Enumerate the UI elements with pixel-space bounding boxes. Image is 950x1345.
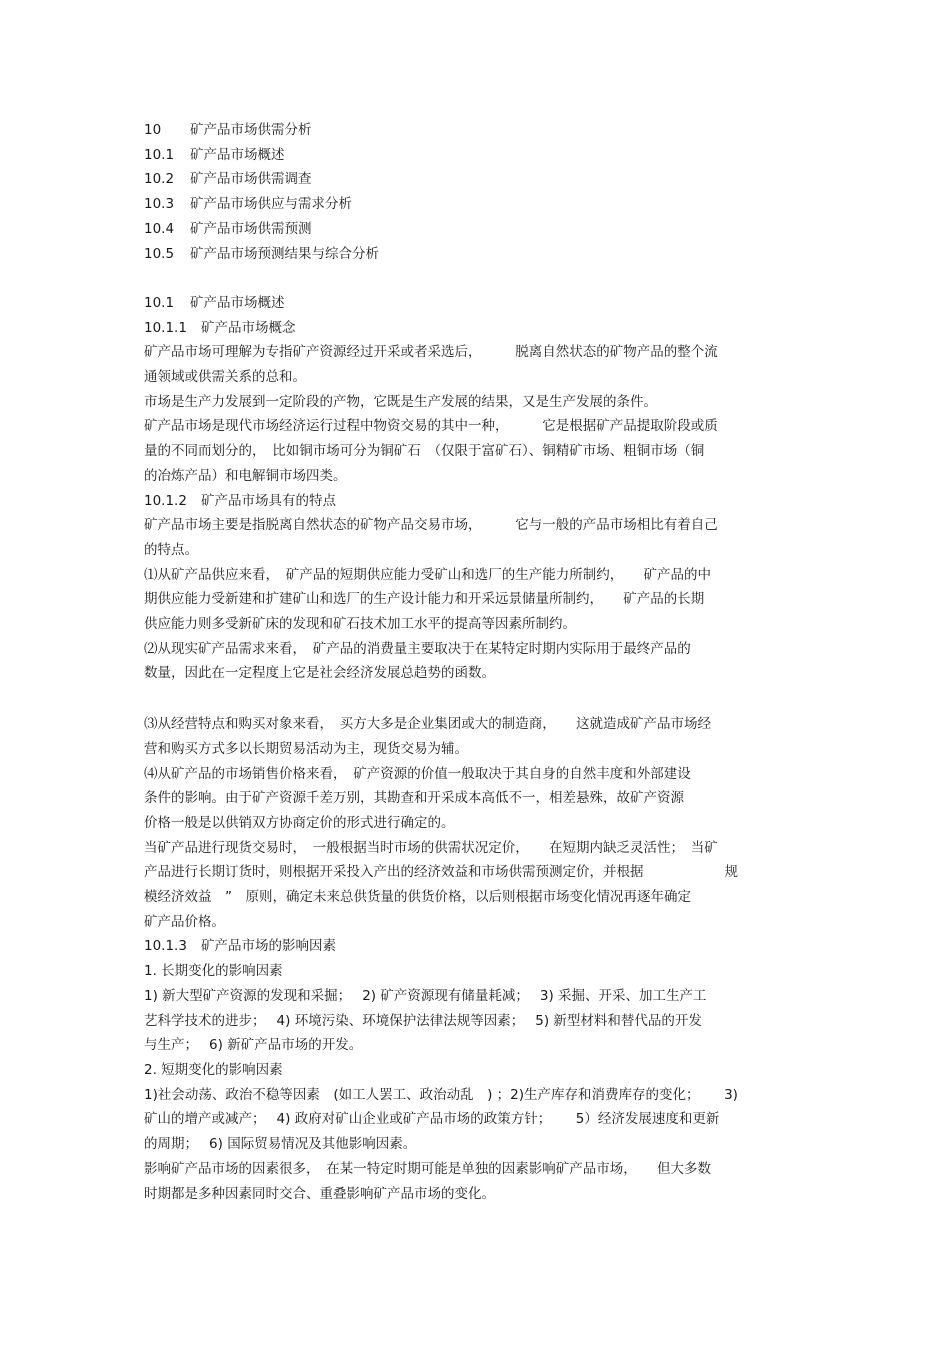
- text-line: 1)社会动荡、政治不稳等因素 (如工人罢工、政治动乱 ) ；2)生产库存和消费库存的变化； 3): [144, 1086, 738, 1103]
- text-line: 矿山的增产或减产； 4) 政府对矿山企业或矿产品市场的政策方针； 5）经济发展速度和更新: [144, 1111, 720, 1128]
- toc-item: [144, 143, 806, 168]
- text-line: 的周期； 6) 国际贸易情况及其他影响因素。: [144, 1136, 417, 1153]
- toc-item: [144, 192, 806, 217]
- text-line: 数量，因此在一定程度上它是社会经济发展总趋势的函数。: [144, 665, 495, 682]
- text-line: 艺科学技术的进步； 4) 环境污染、环境保护法律法规等因素； 5) 新型材料和替代品的开发: [144, 1012, 702, 1029]
- text-line: ⑷从矿产品的市场销售价格来看， 矿产资源的价值一般取决于其自身的自然丰度和外部建设: [144, 765, 691, 782]
- text-line: 期供应能力受新建和扩建矿山和选厂的生产设计能力和开采远景储量所制约， 矿产品的长期: [144, 591, 705, 608]
- text-line: 价格一般是以供销双方协商定价的形式进行确定的。: [144, 814, 455, 831]
- subsection-heading: [144, 316, 806, 341]
- text-line: 量的不同而划分的， 比如铜市场可分为铜矿石 （仅限于富矿石）、铜精矿市场、粗铜市场（铜: [144, 443, 705, 460]
- subsection-heading: [144, 489, 806, 514]
- toc-item: [144, 242, 806, 267]
- text-line: 1) 新大型矿产资源的发现和采掘； 2) 矿产资源现有储量耗减； 3) 采掘、开采、加工生产工: [144, 987, 707, 1004]
- subsection-number: 10.1.1: [144, 319, 187, 336]
- toc-title: 矿产品市场供应与需求分析: [190, 196, 352, 213]
- toc-number: 10.5: [144, 245, 175, 262]
- list-heading: 2. 短期变化的影响因素: [144, 1062, 283, 1078]
- text-line: 条件的影响。由于矿产资源千差万别，其勘查和开采成本高低不一，相差悬殊，故矿产资源: [144, 790, 684, 807]
- text-line: 通领域或供需关系的总和。: [144, 369, 306, 386]
- section-heading: [144, 291, 806, 316]
- toc-title: 矿产品市场供需预测: [190, 220, 312, 237]
- toc-item: [144, 217, 806, 242]
- text-line: 市场是生产力发展到一定阶段的产物，它既是生产发展的结果，又是生产发展的条件。: [144, 393, 657, 410]
- text-line: 矿产品市场可理解为专指矿产资源经过开采或者采选后， 脱离自然状态的矿物产品的整个流: [144, 344, 718, 361]
- toc-title: 矿产品市场预测结果与综合分析: [190, 245, 379, 262]
- text-line: 的特点。: [144, 541, 198, 558]
- text-line: 产品进行长期订货时，则根据开采投入产出的经济效益和市场供需预测定价，并根据 规: [144, 864, 738, 881]
- subsection-number: 10.1.3: [144, 938, 187, 955]
- toc-title: 矿产品市场概述: [190, 146, 285, 163]
- text-line: 营和购买方式多以长期贸易活动为主，现货交易为辅。: [144, 740, 468, 757]
- toc-item: [144, 167, 806, 192]
- text-line: 矿产品市场主要是指脱离自然状态的矿物产品交易市场， 它与一般的产品市场相比有着自己: [144, 517, 718, 534]
- text-line: ⑶从经营特点和购买对象来看， 买方大多是企业集团或大的制造商， 这就造成矿产品市场经: [144, 716, 711, 733]
- text-line: 供应能力则多受新矿床的发现和矿石技术加工水平的提高等因素所制约。: [144, 616, 576, 633]
- toc-number: 10: [144, 122, 162, 138]
- section-number: 10.1: [144, 294, 175, 311]
- list-heading: 1. 长期变化的影响因素: [144, 963, 283, 980]
- document-body: [144, 118, 806, 1206]
- section-title: 矿产品市场概述: [190, 294, 285, 311]
- toc-title: 矿产品市场供需分析: [190, 122, 312, 138]
- text-line: 模经济效益 ” 原则，确定未来总供货量的供货价格，以后则根据市场变化情况再逐年确定: [144, 889, 691, 906]
- toc-number: 10.3: [144, 196, 175, 213]
- toc-number: 10.2: [144, 171, 175, 188]
- toc-title: 矿产品市场供需调查: [190, 171, 312, 188]
- subsection-title: 矿产品市场的影响因素: [200, 938, 336, 955]
- text-line: ⑵从现实矿产品需求来看， 矿产品的消费量主要取决于在某特定时期内实际用于最终产品的: [144, 640, 691, 657]
- subsection-title: 矿产品市场概念: [200, 319, 296, 336]
- subsection-title: 矿产品市场具有的特点: [200, 492, 336, 509]
- table-of-contents: [144, 118, 806, 266]
- text-line: 与生产； 6) 新矿产品市场的开发。: [144, 1037, 363, 1054]
- text-line: 矿产品价格。: [144, 913, 225, 930]
- toc-item: [144, 118, 806, 143]
- toc-number: 10.1: [144, 146, 175, 163]
- text-line: 矿产品市场是现代市场经济运行过程中物资交易的其中一种， 它是根据矿产品提取阶段或质: [144, 418, 718, 435]
- toc-number: 10.4: [144, 220, 175, 237]
- text-line: 的冶炼产品）和电解铜市场四类。: [144, 467, 347, 484]
- text-line: 当矿产品进行现货交易时， 一般根据当时市场的供需状况定价， 在短期内缺乏灵活性； 当矿: [144, 839, 718, 856]
- subsection-heading: [144, 934, 806, 959]
- text-line: 时期都是多种因素同时交合、重叠影响矿产品市场的变化。: [144, 1185, 495, 1202]
- text-line: ⑴从矿产品供应来看， 矿产品的短期供应能力受矿山和选厂的生产能力所制约， 矿产品的中: [144, 566, 711, 583]
- subsection-number: 10.1.2: [144, 492, 187, 509]
- text-line: 影响矿产品市场的因素很多， 在某一特定时期可能是单独的因素影响矿产品市场， 但大多数: [144, 1160, 711, 1177]
